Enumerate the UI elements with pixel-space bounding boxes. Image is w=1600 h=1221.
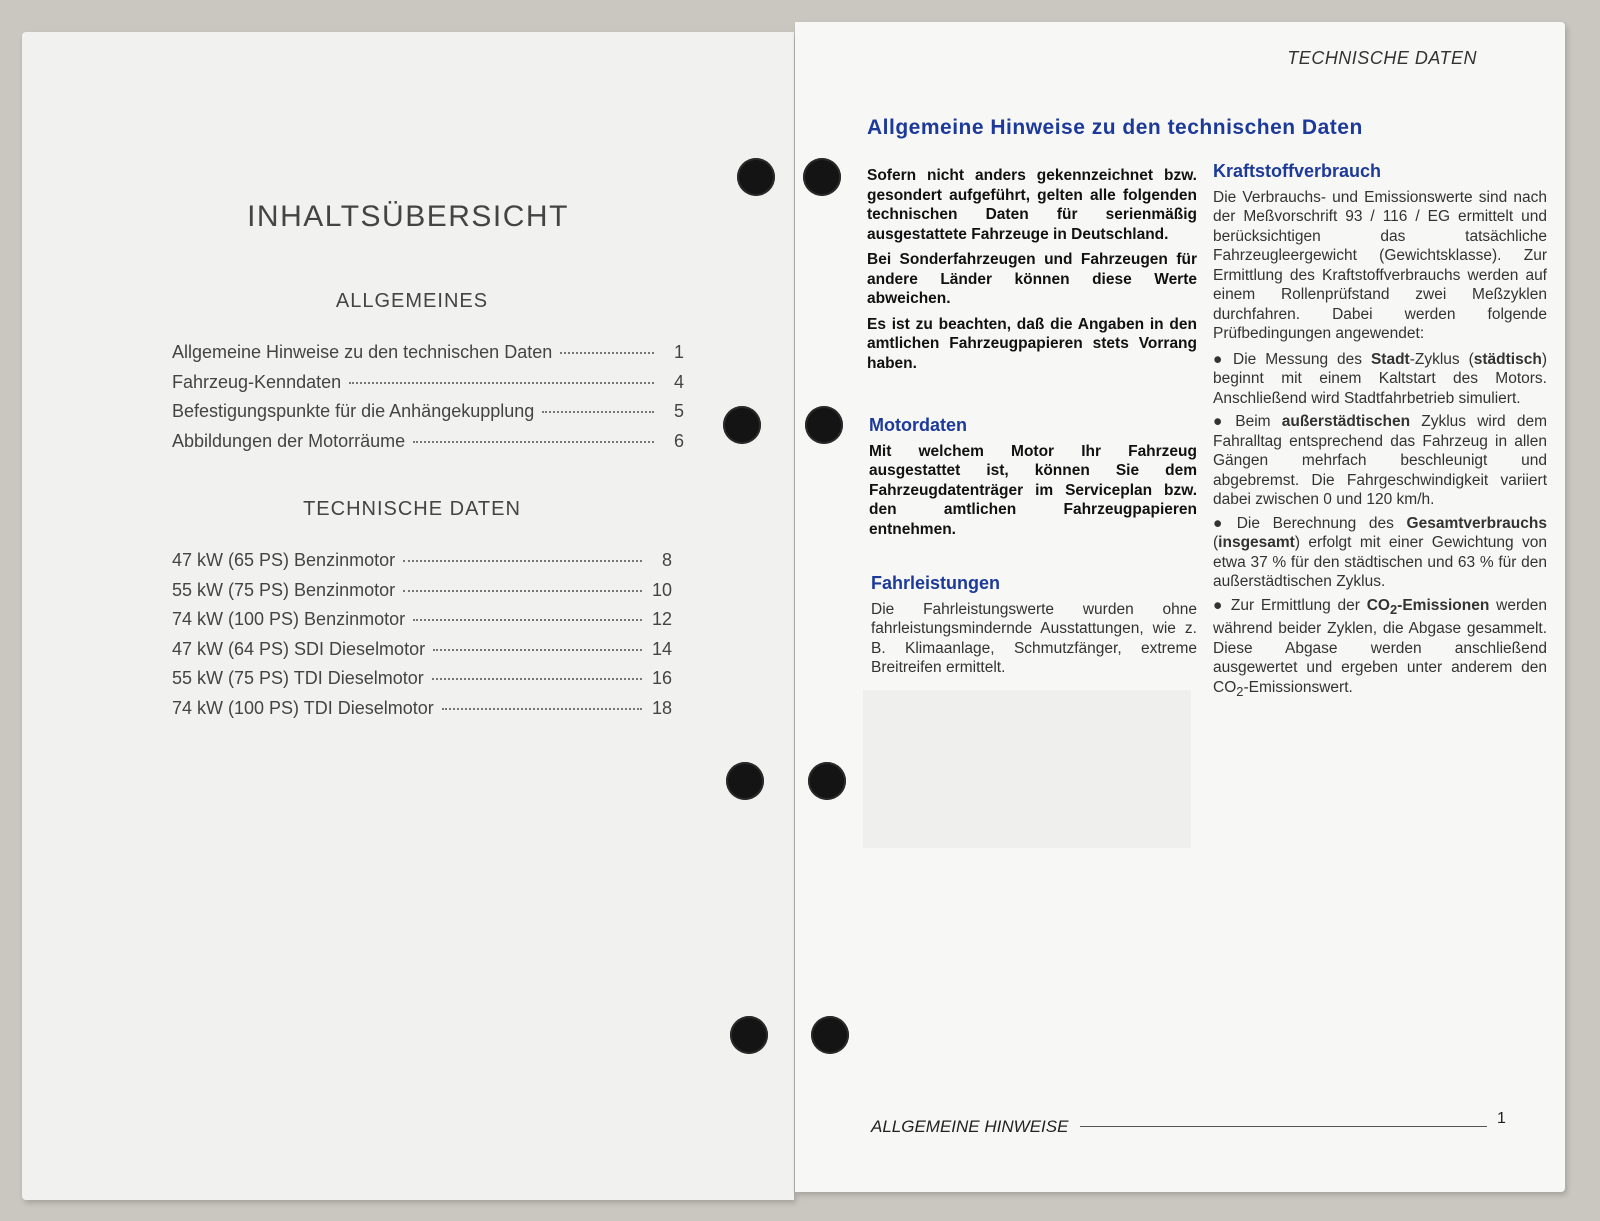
bullet-text: -Emissionswert. bbox=[1243, 678, 1353, 696]
bullet-bold bbox=[1366, 596, 1490, 617]
toc-entry[interactable] bbox=[172, 431, 684, 461]
bullet-text: ) erfolgt mit einer Gewichtung von etwa 37 % für den städtischen und 63 % für den außerstädtischen Zyklus. bbox=[1213, 534, 1547, 590]
fahrleistungen-section bbox=[871, 574, 1197, 678]
co2-tail: -Emissionen bbox=[1397, 596, 1490, 614]
bullet-text: Die Berechnung des bbox=[1236, 514, 1407, 532]
toc-leader-dots bbox=[413, 619, 642, 621]
co2-text: CO bbox=[1366, 596, 1390, 614]
bleed-through-shade bbox=[863, 690, 1191, 848]
bullet-dot-icon: ● bbox=[1213, 596, 1225, 614]
bullet-bold: Gesamtverbrauchs bbox=[1406, 514, 1547, 532]
right-page bbox=[795, 22, 1565, 1192]
toc-entry-label: 47 kW (64 PS) SDI Dieselmotor bbox=[172, 638, 426, 659]
punch-hole bbox=[808, 762, 846, 800]
co2-subscript: 2 bbox=[1236, 683, 1244, 699]
toc-entry[interactable] bbox=[172, 342, 684, 372]
bullet-text: werden während beider Zyklen, die Abgase gesammelt. Diese Abgase werden anschließend ausgewertet und ergeben unter anderem den CO bbox=[1213, 596, 1547, 696]
punch-hole bbox=[811, 1016, 849, 1054]
toc-entry-label: 74 kW (100 PS) Benzinmotor bbox=[172, 609, 406, 629]
toc-list-technische-daten bbox=[172, 550, 672, 727]
toc-entry-page: 16 bbox=[651, 668, 672, 688]
bullet-text: Zyklus wird dem Fahralltag entsprechend das Fahrzeug in allen Gängen mehrfach beschleunigt und abgebremst. Die Fahrgeschwindigkeit variiert dabei zwischen 0 und 120 km/h. bbox=[1213, 413, 1547, 508]
punch-hole bbox=[803, 158, 841, 196]
toc-entry-page: 1 bbox=[673, 342, 684, 362]
kraftstoff-bullet bbox=[1213, 514, 1547, 592]
toc-leader-dots bbox=[432, 678, 642, 680]
toc-section-heading-allgemeines: ALLGEMEINES bbox=[335, 290, 489, 312]
toc-entry-page: 14 bbox=[651, 638, 672, 659]
page-title: Allgemeine Hinweise zu den technischen Daten bbox=[867, 116, 1363, 139]
bullet-bold: außerstädtischen bbox=[1281, 413, 1411, 430]
intro-paragraph: Es ist zu beachten, daß die Angaben in den amtlichen Fahrzeugpapieren stets Vorrang haben. bbox=[867, 315, 1197, 372]
page-number: 1 bbox=[1497, 1110, 1506, 1127]
toc-entry[interactable] bbox=[172, 550, 672, 580]
toc-leader-dots bbox=[442, 708, 642, 710]
intro-paragraph: Sofern nicht anders gekennzeichnet bzw. gesondert aufgeführt, gelten alle folgenden technischen Daten für serienmäßig ausgestattete Fahrzeuge in Deutschland. bbox=[867, 167, 1197, 243]
toc-list-allgemeines bbox=[172, 342, 684, 460]
toc-entry-label: 74 kW (100 PS) TDI Dieselmotor bbox=[172, 697, 434, 718]
toc-entry-page: 18 bbox=[651, 697, 672, 718]
bullet-bold: städtisch bbox=[1473, 350, 1542, 368]
punch-hole bbox=[723, 406, 761, 444]
toc-entry-label: Allgemeine Hinweise zu den technischen Daten bbox=[172, 342, 553, 362]
bullet-text: -Zyklus ( bbox=[1409, 350, 1474, 368]
kraftstoff-bullet-co2 bbox=[1213, 596, 1547, 702]
bullet-text: ) beginnt mit einem Kaltstart des Motors. Anschließend wird Stadtfahrbetrieb simuliert. bbox=[1213, 350, 1547, 407]
intro-paragraph: Bei Sonderfahrzeugen und Fahrzeugen für andere Länder können diese Werte abweichen. bbox=[867, 251, 1197, 307]
co2-subscript: 2 bbox=[1389, 601, 1398, 617]
toc-entry-page: 5 bbox=[673, 401, 684, 421]
toc-entry[interactable] bbox=[172, 698, 672, 728]
bullet-bold: Stadt bbox=[1370, 350, 1410, 368]
kraftstoff-heading: Kraftstoffverbrauch bbox=[1213, 161, 1382, 181]
toc-entry-label: 55 kW (75 PS) Benzinmotor bbox=[172, 579, 396, 600]
toc-leader-dots bbox=[413, 441, 654, 443]
bullet-text: ( bbox=[1213, 534, 1219, 551]
toc-leader-dots bbox=[560, 352, 654, 354]
footer-rule bbox=[1080, 1126, 1487, 1127]
fahrleistungen-heading: Fahrleistungen bbox=[871, 573, 1001, 593]
running-head: TECHNISCHE DATEN bbox=[1287, 48, 1477, 68]
footer-label: ALLGEMEINE HINWEISE bbox=[871, 1117, 1069, 1136]
motordaten-section bbox=[869, 416, 1197, 545]
toc-entry-label: Fahrzeug-Kenndaten bbox=[172, 371, 342, 392]
bullet-text: Die Messung des bbox=[1233, 350, 1371, 368]
kraftstoff-bullet bbox=[1213, 412, 1547, 510]
toc-section-heading-technische-daten: TECHNISCHE DATEN bbox=[303, 498, 521, 520]
toc-leader-dots bbox=[542, 411, 654, 413]
left-page bbox=[22, 32, 794, 1200]
toc-entry-label: Abbildungen der Motorräume bbox=[172, 430, 406, 451]
bullet-text: Beim bbox=[1235, 413, 1282, 430]
punch-hole bbox=[730, 1016, 768, 1054]
toc-leader-dots bbox=[403, 590, 642, 592]
toc-entry[interactable] bbox=[172, 668, 672, 698]
toc-entry-label: 47 kW (65 PS) Benzinmotor bbox=[172, 550, 396, 570]
toc-entry[interactable] bbox=[172, 580, 672, 610]
toc-leader-dots bbox=[433, 649, 642, 651]
fahrleistungen-text: Die Fahrleistungswerte wurden ohne fahrleistungsmindernde Ausstattungen, wie z. B. Klimaanlage, Schmutzfänger, extreme Breitreifen ermittelt. bbox=[871, 600, 1197, 676]
toc-entry[interactable] bbox=[172, 372, 684, 402]
punch-hole bbox=[737, 158, 775, 196]
kraftstoff-section bbox=[1213, 162, 1547, 705]
toc-leader-dots bbox=[403, 560, 642, 562]
kraftstoff-bullet bbox=[1213, 350, 1547, 409]
toc-entry-page: 6 bbox=[673, 430, 684, 451]
toc-entry-page: 10 bbox=[651, 579, 672, 600]
bullet-dot-icon: ● bbox=[1213, 350, 1227, 368]
toc-title: INHALTSÜBERSICHT bbox=[247, 200, 569, 234]
kraftstoff-text: Die Verbrauchs- und Emissionswerte sind nach der Meßvorschrift 93 / 116 / EG ermittelt und berücksichtigen das tatsächliche Fahrzeugleergewicht (Gewichtsklasse). Zur Ermittlung des Kraftstoffverbrauchs werden auf einem Rollenprüfstand zwei Meßzyklen durchfahren. Dabei werden folgende Prüfbedingungen angewendet: bbox=[1213, 188, 1547, 342]
toc-entry[interactable] bbox=[172, 609, 672, 639]
toc-entry[interactable] bbox=[172, 401, 684, 431]
motordaten-heading: Motordaten bbox=[869, 415, 967, 435]
bullet-dot-icon: ● bbox=[1213, 413, 1230, 430]
toc-entry-page: 12 bbox=[651, 609, 672, 629]
toc-leader-dots bbox=[349, 382, 654, 384]
motordaten-text: Mit welchem Motor Ihr Fahrzeug ausgestattet ist, können Sie dem Fahrzeugdatenträger im Serviceplan bzw. den amtlichen Fahrzeugpapieren entnehmen. bbox=[869, 442, 1197, 538]
toc-entry[interactable] bbox=[172, 639, 672, 669]
toc-entry-page: 4 bbox=[673, 371, 684, 392]
toc-entry-label: 55 kW (75 PS) TDI Dieselmotor bbox=[172, 668, 424, 688]
punch-hole bbox=[726, 762, 764, 800]
punch-hole bbox=[805, 406, 843, 444]
toc-entry-label: Befestigungspunkte für die Anhängekupplung bbox=[172, 401, 535, 421]
bullet-dot-icon: ● bbox=[1213, 514, 1231, 532]
toc-entry-page: 8 bbox=[661, 550, 672, 570]
bullet-text: Zur Ermittlung der bbox=[1230, 596, 1367, 614]
bullet-bold: insgesamt bbox=[1218, 534, 1295, 551]
intro-column bbox=[867, 166, 1197, 379]
